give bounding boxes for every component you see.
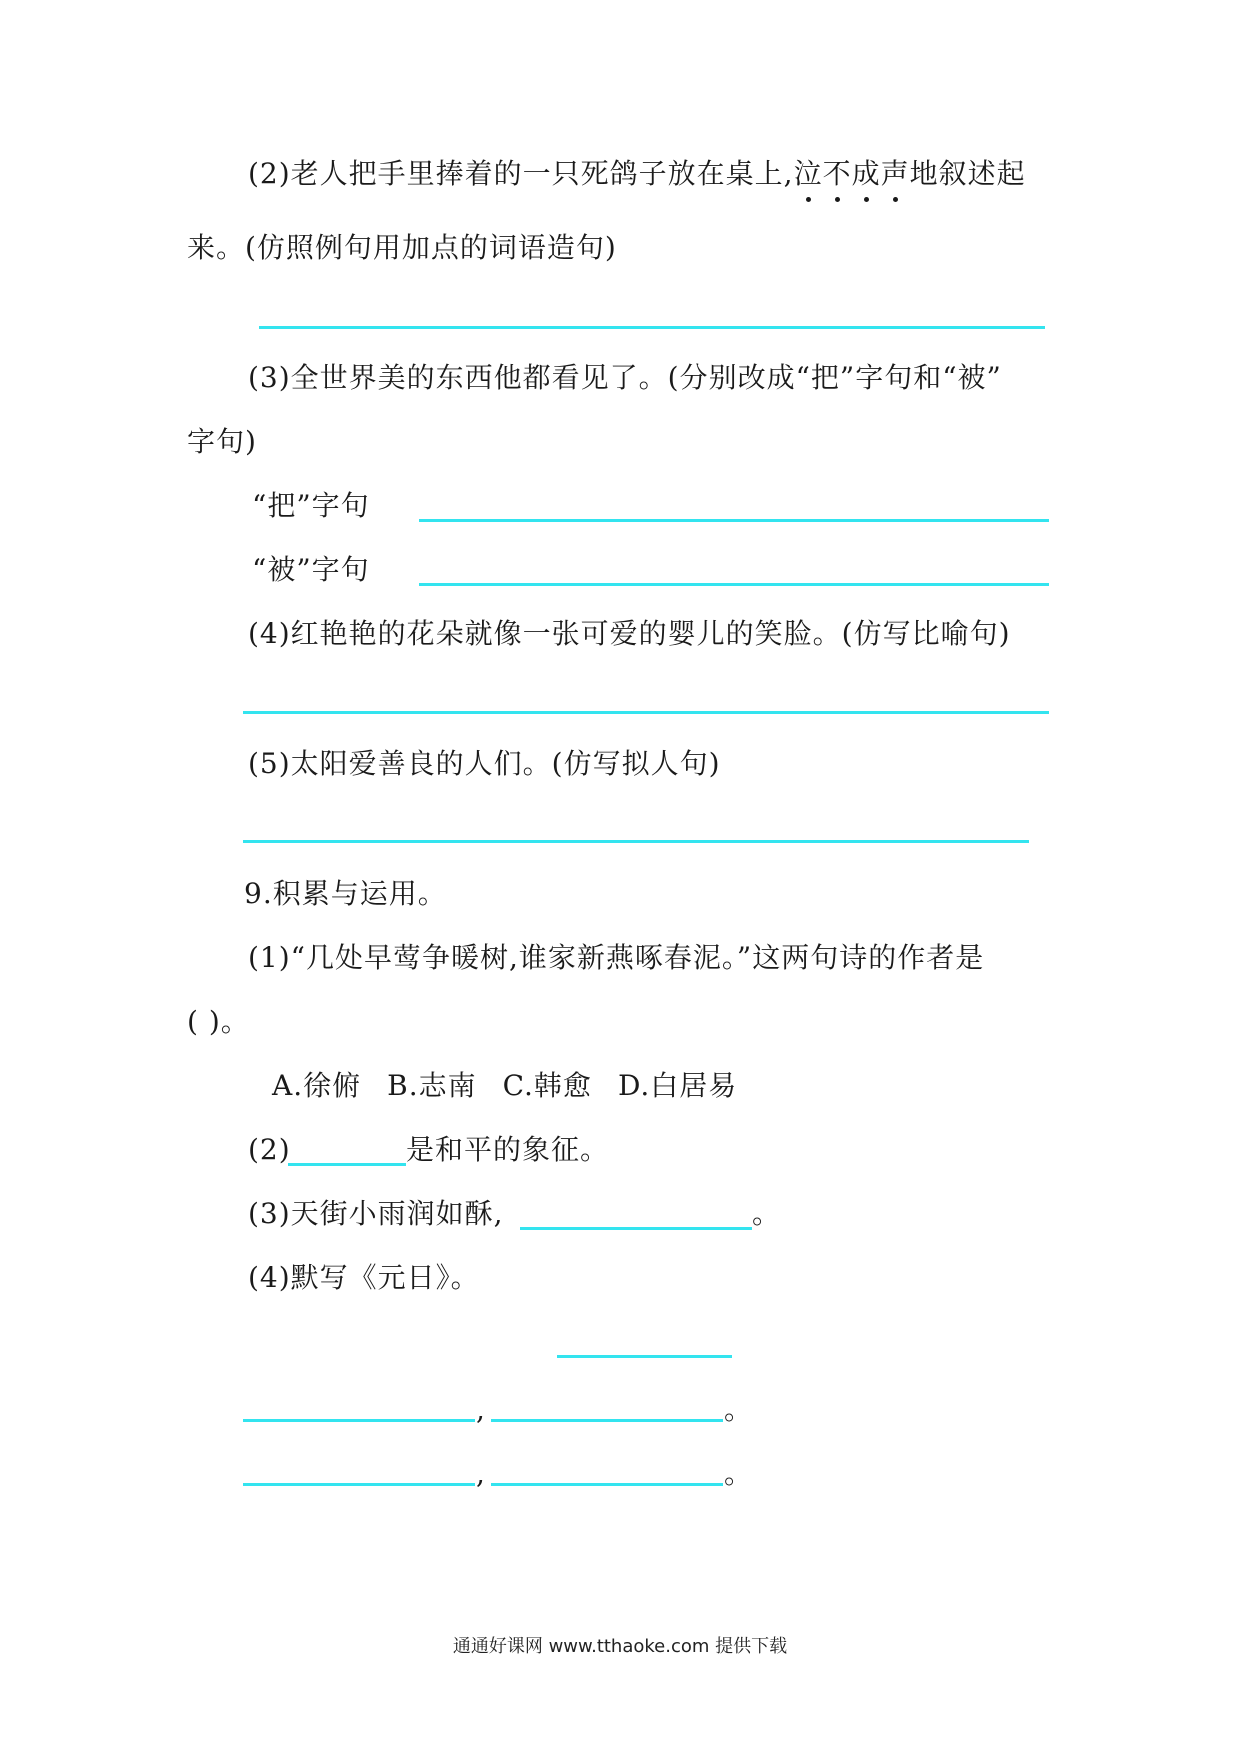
q9-item2-suffix: 是和平的象征。 — [406, 1133, 610, 1166]
q9-title: 9.积累与运用。 — [244, 877, 447, 910]
q8-item3-line2: 字句) — [187, 425, 257, 458]
answer-line-q8-2[interactable] — [259, 326, 1045, 329]
q9-item2-prefix: (2) — [248, 1133, 291, 1166]
dotted-char-4: 声 — [880, 157, 910, 190]
q9-item4: (4)默写《元日》。 — [248, 1261, 480, 1294]
ba-sentence-label: “把”字句 — [252, 489, 370, 522]
dotted-char-1: 泣 — [793, 157, 823, 190]
q9-item1-line1: (1)“几处早莺争暖树,谁家新燕啄春泥。”这两句诗的作者是 — [248, 941, 985, 974]
answer-line-poem-2b[interactable] — [491, 1483, 723, 1486]
q9-item3-prefix: (3)天街小雨润如酥, — [248, 1197, 504, 1230]
q8-item4: (4)红艳艳的花朵就像一张可爱的婴儿的笑脸。(仿写比喻句) — [248, 617, 1011, 650]
option-c[interactable]: C.韩愈 — [502, 1069, 592, 1102]
comma-1: , — [476, 1393, 486, 1426]
q9-options — [272, 1068, 763, 1104]
option-b[interactable]: B.志南 — [387, 1069, 477, 1102]
answer-line-poem-1a[interactable] — [243, 1419, 475, 1422]
comma-2: , — [476, 1457, 486, 1490]
answer-line-q8-4[interactable] — [243, 711, 1049, 714]
q9-item3-suffix: 。 — [752, 1197, 782, 1230]
answer-line-poem-title[interactable] — [557, 1355, 732, 1358]
q8-item3-line1: (3)全世界美的东西他都看见了。(分别改成“把”字句和“被” — [248, 361, 1002, 394]
q9-item1-line2: ( )。 — [187, 1005, 250, 1038]
answer-line-poem-1b[interactable] — [491, 1419, 723, 1422]
q8-item2-prefix: (2)老人把手里捧着的一只死鸽子放在桌上, — [248, 157, 794, 190]
answer-line-poem-2a[interactable] — [243, 1483, 475, 1486]
answer-line-q9-2[interactable] — [288, 1163, 406, 1166]
q8-item2-suffix: 地叙述起 — [909, 157, 1026, 190]
dotted-char-3: 成 — [851, 157, 881, 190]
period-2: 。 — [724, 1457, 754, 1490]
period-1: 。 — [724, 1393, 754, 1426]
answer-line-q9-3[interactable] — [520, 1227, 752, 1230]
page-footer: 通通好课网 www.tthaoke.com 提供下载 — [452, 1636, 788, 1657]
dotted-char-2: 不 — [822, 157, 852, 190]
answer-line-bei[interactable] — [419, 583, 1049, 586]
option-d[interactable]: D.白居易 — [617, 1069, 738, 1102]
q8-item5: (5)太阳爱善良的人们。(仿写拟人句) — [248, 747, 721, 780]
option-a[interactable]: A.徐俯 — [272, 1069, 362, 1102]
answer-line-ba[interactable] — [419, 519, 1049, 522]
bei-sentence-label: “被”字句 — [252, 553, 370, 586]
q8-item2-line2: 来。(仿照例句用加点的词语造句) — [187, 231, 617, 264]
q8-item2-line1 — [248, 156, 1026, 192]
answer-line-q8-5[interactable] — [243, 840, 1029, 843]
